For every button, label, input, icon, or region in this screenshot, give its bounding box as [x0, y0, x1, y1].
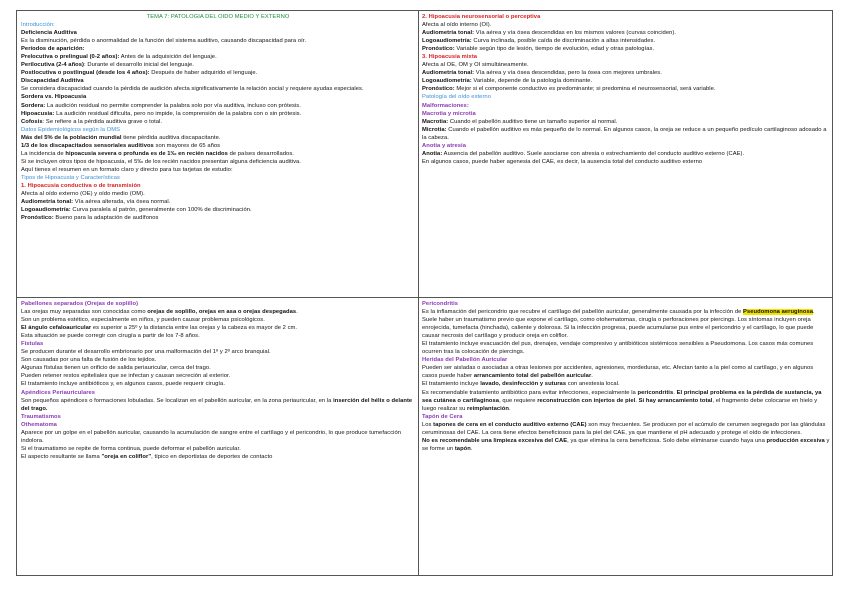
text-run: Macrotia y microtia — [422, 110, 476, 117]
bold-text: pericondritis — [637, 389, 674, 396]
text-run: Es recomendable tratamiento antibiótico para evitar infecciones, especialmente la — [422, 389, 638, 396]
text-run: Pabellones separados (Orejas de soplillo) — [21, 301, 139, 307]
text-run: con anestesia local. — [566, 381, 620, 388]
text-run: , el fragmento debe colocarse en hielo y luego realizar su — [422, 397, 818, 412]
text-run: Aparece por un golpe en el pabellón auricular, causando la acumulación de sangre entre el cartílago y el pericondrio, lo que produce tumefacción indolora. — [21, 429, 402, 444]
bold-text: Perilocutiva (2-4 años) — [21, 62, 85, 69]
text-run: son mayores de 65 años — [153, 142, 221, 149]
text-run: Afecta al OE, OM y OI simultáneamente. — [422, 62, 529, 69]
subsection-heading — [422, 102, 830, 110]
text-run: TEMA 7: PATOLOGIA DEL OIDO MEDIO Y EXTERNO — [146, 14, 290, 20]
text-run: Fístulas — [21, 341, 44, 348]
bold-text: reconstrucción con injertos de piel — [537, 397, 636, 404]
text-line — [422, 316, 830, 340]
text-run: 2. Hipoacusia neurosensorial o perceptiva — [422, 14, 541, 20]
text-line — [21, 190, 415, 198]
section-heading — [21, 21, 415, 29]
text-run: El tratamiento incluye antibióticos y, en algunos casos, puede requerir cirugía. — [21, 381, 225, 388]
type-heading — [422, 53, 830, 61]
text-line — [21, 348, 415, 356]
text-line — [422, 37, 830, 45]
text-run: : Durante el desarrollo inicial del lenguaje. — [84, 62, 194, 69]
text-run: Pueden ser aisladas o asociadas a otras lesiones por accidentes, agresiones, mordeduras, etc. Afectan tanto a la piel como al cartílago, y en algunos casos puede haber — [422, 365, 814, 380]
text-run: Cuando el pabellón auditivo es más pequeño de lo normal. En algunos casos, la oreja se reduce a un pequeño pedículo cartilaginoso adosado a la cabeza. — [422, 126, 827, 141]
text-line — [422, 364, 830, 380]
text-run: El tratamiento incluye evacuación del pus, drenajes, vendaje compresivo y antibióticos sistémicos sensibles a Pseudomona. Los casos más comunes ocurren tras la colocación de piercings. — [422, 341, 814, 356]
bold-text: reimplantación — [467, 405, 509, 412]
text-run: Afecta al oído interno (OI). — [422, 22, 492, 29]
subsection-heading — [21, 421, 415, 429]
text-run: 3. Hipoacusia mixta — [422, 54, 478, 61]
text-run: Traumatismos — [21, 413, 61, 420]
text-line — [21, 214, 415, 222]
text-run: Es la inflamación del pericondrio que recubre el cartílago del pabellón auricular, generalmente causada por la infección de — [422, 309, 744, 316]
text-run: , que requiere — [499, 397, 538, 404]
bold-text: producción excesiva — [766, 437, 825, 444]
text-run: Cuando el pabellón auditivo tiene un tamaño superior al normal. — [448, 118, 618, 125]
text-line — [21, 445, 415, 453]
text-run: Si el traumatismo se repite de forma continua, puede deformar el pabellón auricular. — [21, 445, 241, 452]
text-line — [422, 29, 830, 37]
section-heading — [21, 126, 415, 134]
text-line — [21, 397, 415, 413]
text-run: Se considera discapacidad cuando la pérdida de audición afecta significativamente la relación social y requiere ayudas especiales. — [21, 86, 364, 93]
bold-text: Logoaudiometría: — [21, 207, 71, 214]
text-line — [21, 166, 415, 174]
bold-text: tapón — [454, 445, 471, 452]
text-run: Algunas fístulas tienen un orificio de salida periauricular, cerca del trago. — [21, 365, 211, 372]
bold-heading — [21, 45, 415, 53]
bold-text: inserción del hélix o delante del trago. — [21, 397, 413, 412]
text-line — [21, 332, 415, 340]
text-run: . — [635, 397, 639, 404]
text-run: Heridas del Pabellón Auricular — [422, 357, 508, 364]
section-heading — [422, 93, 830, 101]
cell-bottom-left — [21, 300, 415, 575]
bold-text: Pronóstico: — [422, 86, 455, 93]
text-run: Si se incluyen otros tipos de hipoacusia, el 5‰ de los recién nacidos presentan alguna deficiencia auditiva. — [21, 158, 301, 165]
text-line — [422, 421, 830, 437]
text-line — [422, 340, 830, 356]
text-line — [21, 118, 415, 126]
text-line — [422, 150, 830, 158]
text-run: En algunos casos, puede haber agenesia del CAE, es decir, la ausencia total del conducto auditivo externo — [422, 158, 703, 165]
text-run: Mejor si el componente conductivo es predominante; si predomina el neurosensorial, será variable. — [454, 86, 716, 93]
bold-text: El ángulo cefaloauricular — [21, 325, 92, 332]
text-run: Variable, depende de la patología dominante. — [471, 78, 593, 85]
text-line — [21, 102, 415, 110]
text-run: Tipos de Hipoacusia y Características — [21, 174, 120, 181]
text-line — [422, 45, 830, 53]
text-run: es superior a 25º y la distancia entre las orejas y la cabeza es mayor de 2 cm. — [91, 325, 298, 332]
text-run: Introducción: — [21, 22, 55, 29]
bold-text: orejas de soplillo, orejas en asa o orejas despegadas — [147, 309, 297, 316]
type-heading — [422, 13, 830, 21]
text-line — [21, 206, 415, 214]
text-line — [21, 134, 415, 142]
subsection-heading — [422, 142, 830, 150]
text-line — [422, 380, 830, 388]
text-line — [422, 308, 830, 316]
text-run: Datos Epidemiológicos según la OMS — [21, 126, 121, 133]
text-run: La audición residual no permite comprender la palabra solo por vía auditiva, incluso con prótesis. — [45, 102, 301, 109]
vertical-divider — [418, 11, 419, 575]
text-run: El aspecto resultante se llama — [21, 453, 102, 460]
text-line — [422, 158, 830, 166]
subsection-heading — [422, 356, 830, 364]
text-run: Se producen durante el desarrollo embrionario por una malformación del 1º y 2º arco branquial. — [21, 349, 271, 356]
text-line — [21, 429, 415, 445]
subsection-heading — [21, 340, 415, 348]
text-run: Después de haber adquirido el lenguaje. — [149, 70, 258, 77]
bold-text: No es recomendable una limpieza excesiva del CAE — [422, 437, 568, 444]
text-run: Pueden retener restos epiteliales que se infectan y causan secreción al exterior. — [21, 373, 231, 380]
text-run: tiene pérdida auditiva discapacitante. — [121, 134, 221, 141]
bold-text: Cofosis — [21, 118, 43, 125]
text-run: Variable según tipo de lesión, tiempo de evolución, edad y otras patologías. — [454, 46, 655, 53]
section-heading — [21, 174, 415, 182]
text-line — [21, 380, 415, 388]
bold-text: Más del 5% de la población mundial — [21, 134, 122, 141]
text-run: Vía aérea y vía ósea descendidas, pero la ósea con mejores umbrales. — [474, 70, 662, 77]
text-run: , ya que elimina la cera beneficiosa. Solo debe eliminarse cuando haya una — [567, 437, 767, 444]
text-run: Es la disminución, pérdida o anormalidad de la función del sistema auditivo, causando discapacidad para oír. — [21, 38, 307, 45]
text-run: Pericondritis — [422, 301, 459, 307]
text-run: Vía aérea y vía ósea descendidas en los mismos valores (curvas coinciden). — [474, 30, 677, 37]
subsection-heading — [21, 389, 415, 397]
bold-text: El principal problema es la pérdida de sustancia, ya sea cutánea o cartilaginosa — [422, 389, 822, 404]
text-run: . — [673, 389, 677, 396]
subsection-heading — [21, 300, 415, 308]
bold-text: hipoacusia severa o profunda es de 1‰ en recién nacidos — [65, 150, 228, 157]
text-run: . — [296, 309, 298, 316]
text-run: . — [591, 373, 593, 380]
text-run: Los — [422, 421, 434, 428]
text-run: . — [470, 445, 473, 452]
text-run: . — [813, 309, 815, 316]
bold-text: 1/3 de los discapacitados sensoriales auditivos — [21, 142, 154, 149]
subsection-heading — [422, 300, 830, 308]
text-run: Sordera vs. Hipoacusia — [21, 94, 87, 101]
document-title — [21, 13, 415, 21]
text-run: Patología del oído externo — [422, 94, 491, 101]
cell-bottom-right — [422, 300, 830, 575]
text-run: Apéndices Periauriculares — [21, 389, 96, 396]
text-line — [21, 69, 415, 77]
text-run: Deficiencia Auditiva — [21, 30, 77, 37]
study-sheet — [16, 10, 833, 576]
text-run: Son causadas por una falta de fusión de los tejidos. — [21, 357, 157, 364]
text-line — [422, 126, 830, 142]
text-run: Esta situación se puede corregir con cirugía a partir de los 7-8 años. — [21, 333, 200, 340]
bold-text: lavado, desinfección y suturas — [480, 381, 567, 388]
text-run: Las orejas muy separadas son conocidas como — [21, 309, 148, 316]
text-run: Son pequeños apéndices o formaciones lobuladas. Se localizan en el pabellón auricular, en la zona periauricular, en la — [21, 397, 334, 404]
bold-heading — [21, 77, 415, 85]
text-run: , típico en deportistas de deportes de contacto — [151, 453, 273, 460]
bold-text: tapones de cera en el conducto auditivo externo (CAE) — [433, 421, 587, 428]
text-run: Othematoma — [21, 421, 57, 428]
text-line — [21, 372, 415, 380]
text-line — [422, 61, 830, 69]
bold-heading — [21, 29, 415, 37]
text-line — [21, 324, 415, 332]
text-run: 1. Hipoacusia conductiva o de transmisión — [21, 182, 141, 189]
text-line — [21, 198, 415, 206]
text-run: Son un problema estético, especialmente en niños, y pueden causar problemas psicológicos. — [21, 317, 265, 324]
text-line — [21, 150, 415, 158]
text-line — [21, 316, 415, 324]
text-run: : Se refiere a la pérdida auditiva grave o total. — [42, 118, 163, 125]
text-run: Vía aérea alterada, vía ósea normal. — [73, 199, 171, 206]
bold-text: Microtia: — [422, 126, 447, 133]
bold-text: Logoaudiometría: — [422, 38, 472, 45]
text-line — [422, 77, 830, 85]
text-line — [422, 21, 830, 29]
text-line — [21, 53, 415, 61]
text-line — [21, 61, 415, 69]
text-run: Antes de la adquisición del lenguaje. — [119, 54, 217, 61]
bold-text: Audiometría tonal: — [21, 199, 74, 206]
subsection-heading — [21, 413, 415, 421]
bold-text: "oreja en coliflor" — [101, 453, 152, 460]
text-line — [21, 364, 415, 372]
text-run: Anotia y atresia — [422, 142, 466, 149]
text-run: Discapacidad Auditiva — [21, 78, 84, 85]
text-run: El tratamiento incluye — [422, 381, 481, 388]
bold-text: Postlocutiva o postlingual (desde los 4 años): — [21, 70, 150, 77]
bold-text: Logoaudiometría: — [422, 78, 472, 85]
text-run: Suele haber un traumatismo previo que expone el cartílago, como otohematomas, cirugía o perforaciones por piercings. Los síntomas incluyen oreja enrojecida, tumefacta (hinchada), caliente y dolorosa. Si la infección progresa, puede acumularse pus entre el pericondrio y el cartílago, lo que puede causar necrosis del cartílago y producir oreja en coliflor. — [422, 317, 814, 340]
text-run: Afecta al oído externo (OE) y oído medio (OM). — [21, 191, 145, 198]
horizontal-divider — [17, 297, 832, 298]
text-run: Ausencia del pabellón auditivo. Suele asociarse con atresia o estrechamiento del conducto auditivo externo (CAE). — [442, 150, 745, 157]
text-run: Períodos de aparición: — [21, 46, 85, 53]
text-line — [422, 85, 830, 93]
bold-text: Si hay arrancamiento total — [638, 397, 713, 404]
bold-text: Pronóstico: — [422, 46, 455, 53]
text-line — [21, 37, 415, 45]
bold-text: Pronóstico: — [21, 215, 54, 222]
bold-text: Audiometría tonal: — [422, 30, 475, 37]
text-line — [21, 308, 415, 316]
text-line — [422, 437, 830, 453]
bold-text: Anotia: — [422, 150, 443, 157]
text-run: . — [508, 405, 511, 412]
text-run: de países desarrollados. — [227, 150, 294, 157]
text-run: Tapón de Cera — [422, 413, 463, 420]
bold-text: Hipoacusia: — [21, 110, 55, 117]
text-line — [21, 158, 415, 166]
text-run: Curva inclinada, posible caída de discriminación a altas intensidades. — [471, 38, 656, 45]
text-run: son muy frecuentes. Se producen por el acúmulo de cerumen segregado por las glándulas ceruminosas del CAE. La cera tiene efectos beneficiosos para la piel del CAE, ya que mantiene el pH adecuado y protege el oído de infecciones. — [422, 421, 826, 436]
text-run: Aquí tienes el resumen en un formato claro y directo para tus tarjetas de estudio: — [21, 166, 233, 173]
text-line — [21, 142, 415, 150]
text-run: Bueno para la adaptación de audífonos — [53, 215, 159, 222]
text-run: Malformaciones: — [422, 102, 469, 109]
cell-top-left — [21, 13, 415, 295]
text-run: La audición residual dificulta, pero no impide, la comprensión de la palabra con o sin prótesis. — [54, 110, 302, 117]
subsection-heading — [422, 110, 830, 118]
text-run: La incidencia de — [21, 150, 66, 157]
subsection-heading — [422, 413, 830, 421]
bold-text: Macrotia: — [422, 118, 449, 125]
highlighted-text: Pseudomona aeruginosa — [743, 309, 814, 316]
bold-text: Sordera: — [21, 102, 46, 109]
type-heading — [21, 182, 415, 190]
bold-text: Audiometría tonal: — [422, 70, 475, 77]
bold-heading — [21, 93, 415, 101]
text-line — [422, 69, 830, 77]
text-line — [422, 389, 830, 413]
text-line — [21, 453, 415, 461]
bold-text: arrancamiento total del pabellón auricular — [473, 373, 592, 380]
cell-top-right — [422, 13, 830, 295]
text-line — [21, 356, 415, 364]
text-run: y se forme un — [422, 437, 830, 452]
text-line — [21, 85, 415, 93]
text-run: Curva paralela al patrón, generalmente con 100% de discriminación. — [70, 207, 252, 214]
text-line — [422, 118, 830, 126]
text-line — [21, 110, 415, 118]
bold-text: Prelocutiva o prelingual (0-2 años): — [21, 54, 120, 61]
